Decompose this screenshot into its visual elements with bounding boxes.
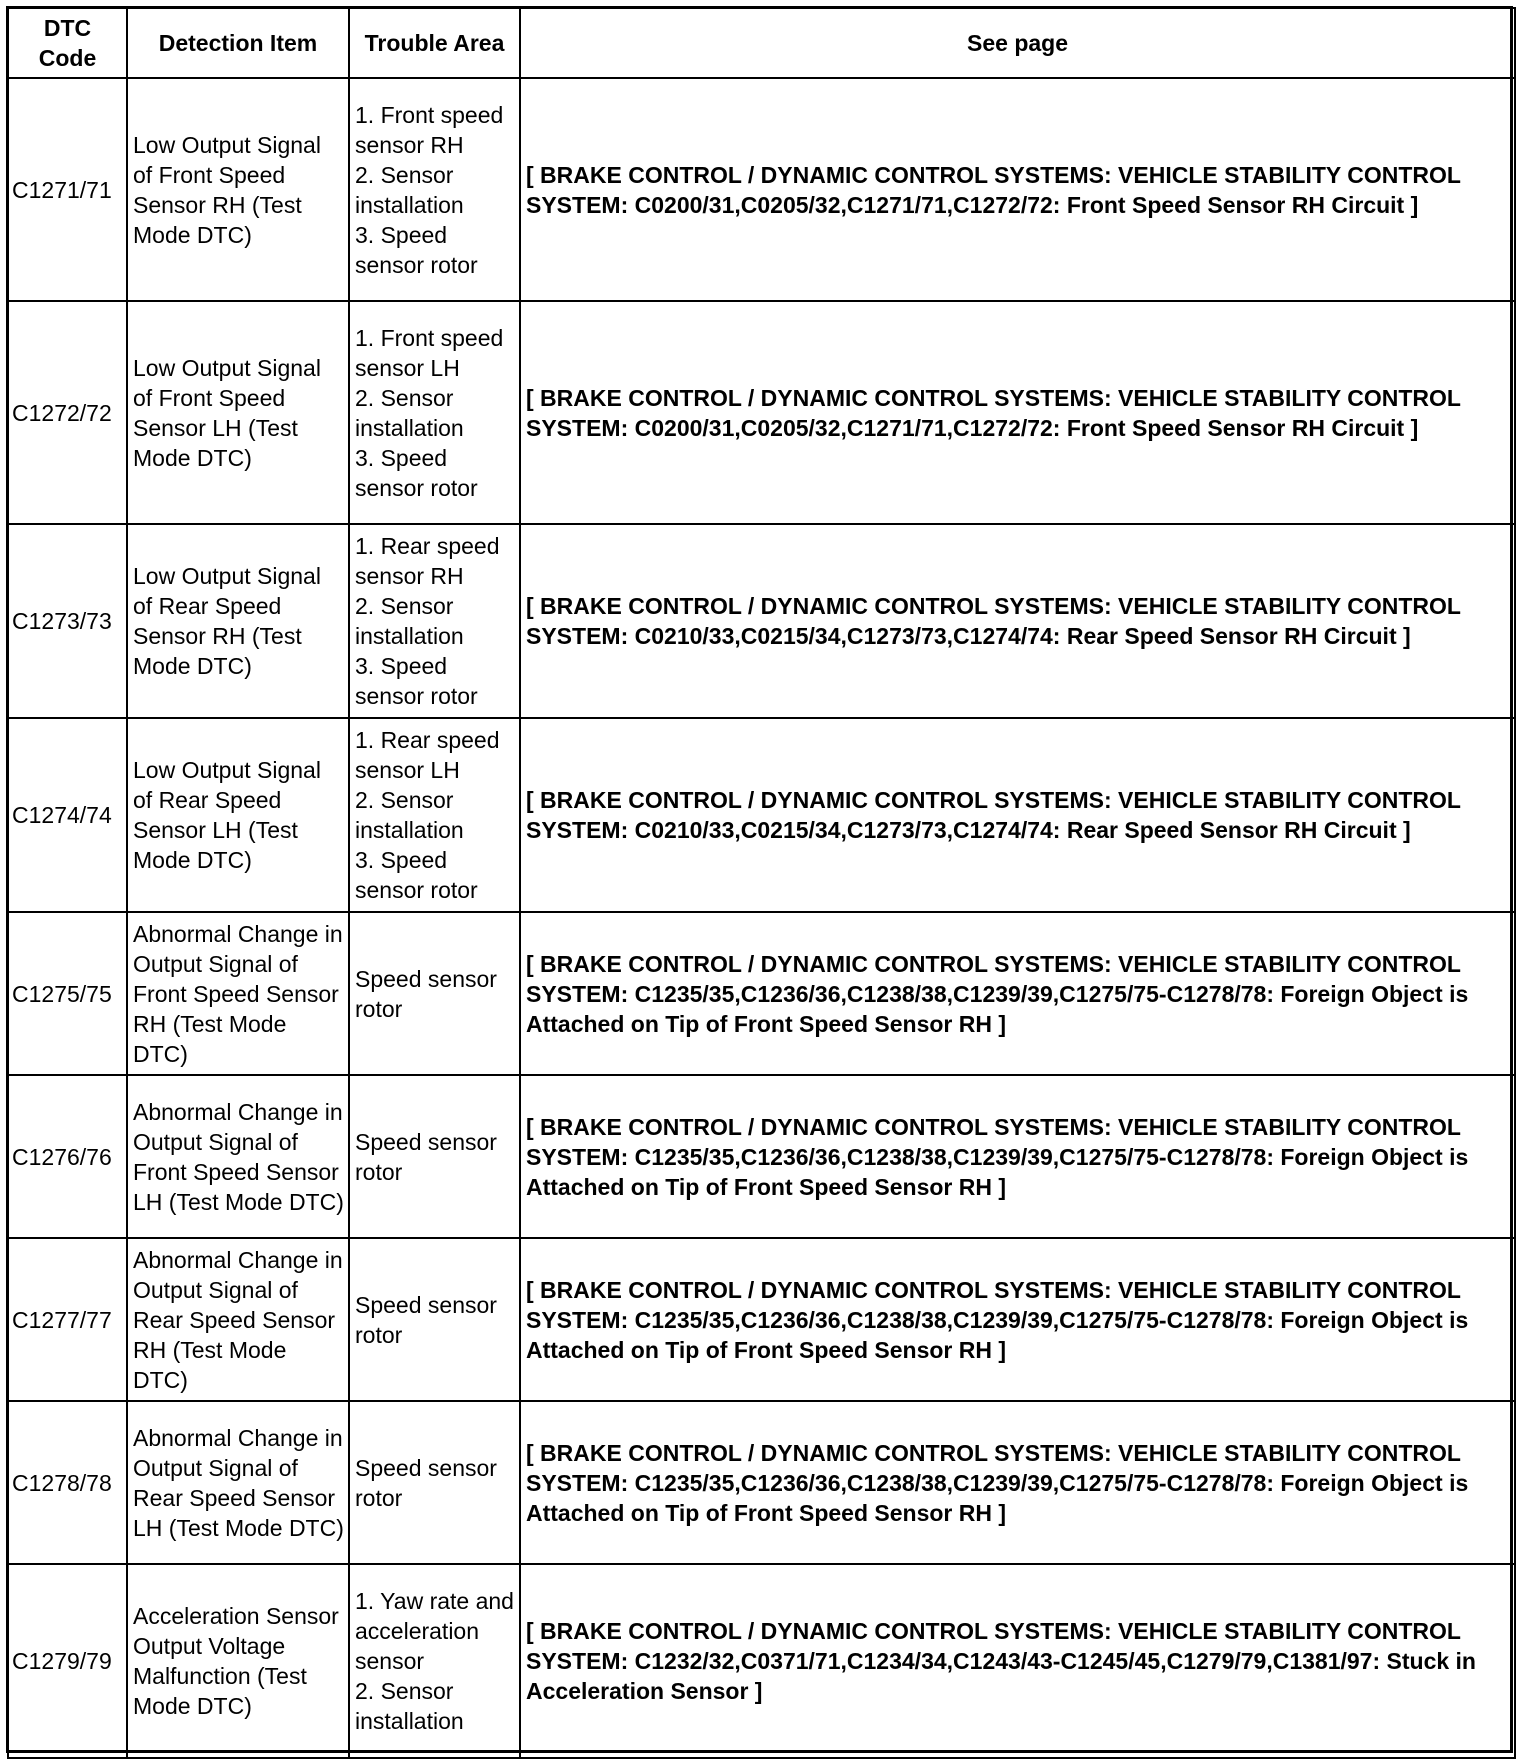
trouble-area-line: Speed sensor rotor [355,1128,497,1185]
table-row [8,1075,1515,1238]
header-trouble-area: Trouble Area [349,8,520,78]
trouble-area-cell [349,718,520,912]
detection-item-cell: Low Output Signal of Rear Speed Sensor LH (Test Mode DTC) [127,718,349,912]
dtc-code-cell: C1272/72 [8,301,127,524]
detection-item-cell: Low Output Signal of Rear Speed Sensor RH (Test Mode DTC) [127,524,349,718]
detection-item-cell: Low Output Signal of Front Speed Sensor RH (Test Mode DTC) [127,78,349,301]
trouble-area-line: Speed sensor rotor [355,1291,497,1348]
dtc-code-cell: C1274/74 [8,718,127,912]
table-row [8,1238,1515,1401]
trouble-area-line: 3. Speed sensor rotor [355,653,478,709]
header-see-page: See page [520,8,1515,78]
detection-item-cell: Low Output Signal of Front Speed Sensor LH (Test Mode DTC) [127,301,349,524]
see-page-link[interactable]: [ BRAKE CONTROL / DYNAMIC CONTROL SYSTEMS: VEHICLE STABILITY CONTROL SYSTEM: C0200/31,C0205/32,C1271/71,C1272/72: Front Speed Sensor RH Circuit ] [520,301,1515,524]
table-row [8,524,1515,718]
detection-item-cell: Abnormal Change in Output Signal of Rear Speed Sensor LH (Test Mode DTC) [127,1401,349,1564]
see-page-link[interactable]: [ BRAKE CONTROL / DYNAMIC CONTROL SYSTEMS: VEHICLE STABILITY CONTROL SYSTEM: C0200/31,C0205/32,C1271/71,C1272/72: Front Speed Sensor RH Circuit ] [520,78,1515,301]
detection-item-cell: Abnormal Change in Output Signal of Front Speed Sensor LH (Test Mode DTC) [127,1075,349,1238]
header-dtc-code: DTC Code [8,8,127,78]
table-body [8,78,1515,1758]
dtc-code-cell: C1273/73 [8,524,127,718]
see-page-link[interactable]: [ BRAKE CONTROL / DYNAMIC CONTROL SYSTEMS: VEHICLE STABILITY CONTROL SYSTEM: C1235/35,C1236/36,C1238/38,C1239/39,C1275/75-C1278/78: Foreign Object is Attached on Tip of Front Speed Sensor RH ] [520,1401,1515,1564]
trouble-area-line: Speed sensor rotor [355,1454,497,1511]
trouble-area-line: 3. Speed sensor rotor [355,847,478,903]
trouble-area-cell [349,1564,520,1758]
trouble-area-line: Speed sensor rotor [355,965,497,1022]
trouble-area-line: 1. Rear speed sensor RH [355,533,500,589]
trouble-area-cell [349,912,520,1075]
detection-item-cell: Abnormal Change in Output Signal of Front Speed Sensor RH (Test Mode DTC) [127,912,349,1075]
dtc-table [7,7,1516,1759]
trouble-area-cell [349,301,520,524]
see-page-link[interactable]: [ BRAKE CONTROL / DYNAMIC CONTROL SYSTEMS: VEHICLE STABILITY CONTROL SYSTEM: C1235/35,C1236/36,C1238/38,C1239/39,C1275/75-C1278/78: Foreign Object is Attached on Tip of Front Speed Sensor RH ] [520,1238,1515,1401]
dtc-code-cell: C1277/77 [8,1238,127,1401]
trouble-area-line: 1. Front speed sensor RH [355,101,504,158]
trouble-area-cell [349,524,520,718]
see-page-link[interactable]: [ BRAKE CONTROL / DYNAMIC CONTROL SYSTEMS: VEHICLE STABILITY CONTROL SYSTEM: C1232/32,C0371/71,C1234/34,C1243/43-C1245/45,C1279/79,C1381/97: Stuck in Acceleration Sensor ] [520,1564,1515,1758]
trouble-area-line: 2. Sensor installation [355,1678,464,1734]
see-page-link[interactable]: [ BRAKE CONTROL / DYNAMIC CONTROL SYSTEMS: VEHICLE STABILITY CONTROL SYSTEM: C0210/33,C0215/34,C1273/73,C1274/74: Rear Speed Sensor RH Circuit ] [520,718,1515,912]
trouble-area-line: 3. Speed sensor rotor [355,444,478,501]
trouble-area-line: 2. Sensor installation [355,787,464,843]
table-row [8,78,1515,301]
detection-item-cell: Abnormal Change in Output Signal of Rear Speed Sensor RH (Test Mode DTC) [127,1238,349,1401]
table-row [8,1401,1515,1564]
trouble-area-line: 3. Speed sensor rotor [355,221,478,278]
see-page-link[interactable]: [ BRAKE CONTROL / DYNAMIC CONTROL SYSTEMS: VEHICLE STABILITY CONTROL SYSTEM: C0210/33,C0215/34,C1273/73,C1274/74: Rear Speed Sensor RH Circuit ] [520,524,1515,718]
dtc-code-cell: C1271/71 [8,78,127,301]
trouble-area-line: 1. Front speed sensor LH [355,324,504,381]
table-row [8,912,1515,1075]
trouble-area-cell [349,1075,520,1238]
header-row [8,8,1515,78]
see-page-link[interactable]: [ BRAKE CONTROL / DYNAMIC CONTROL SYSTEMS: VEHICLE STABILITY CONTROL SYSTEM: C1235/35,C1236/36,C1238/38,C1239/39,C1275/75-C1278/78: Foreign Object is Attached on Tip of Front Speed Sensor RH ] [520,912,1515,1075]
trouble-area-cell [349,1401,520,1564]
trouble-area-line: 2. Sensor installation [355,161,464,218]
table-row [8,301,1515,524]
table-row [8,718,1515,912]
dtc-code-cell: C1278/78 [8,1401,127,1564]
trouble-area-cell [349,1238,520,1401]
trouble-area-line: 2. Sensor installation [355,384,464,441]
dtc-code-cell: C1276/76 [8,1075,127,1238]
detection-item-cell: Acceleration Sensor Output Voltage Malfunction (Test Mode DTC) [127,1564,349,1758]
trouble-area-line: 2. Sensor installation [355,593,464,649]
trouble-area-line: 1. Rear speed sensor LH [355,727,500,783]
trouble-area-line: 1. Yaw rate and acceleration sensor [355,1588,514,1674]
dtc-code-cell: C1275/75 [8,912,127,1075]
trouble-area-cell [349,78,520,301]
see-page-link[interactable]: [ BRAKE CONTROL / DYNAMIC CONTROL SYSTEMS: VEHICLE STABILITY CONTROL SYSTEM: C1235/35,C1236/36,C1238/38,C1239/39,C1275/75-C1278/78: Foreign Object is Attached on Tip of Front Speed Sensor RH ] [520,1075,1515,1238]
header-detection-item: Detection Item [127,8,349,78]
table-row [8,1564,1515,1758]
dtc-code-cell: C1279/79 [8,1564,127,1758]
